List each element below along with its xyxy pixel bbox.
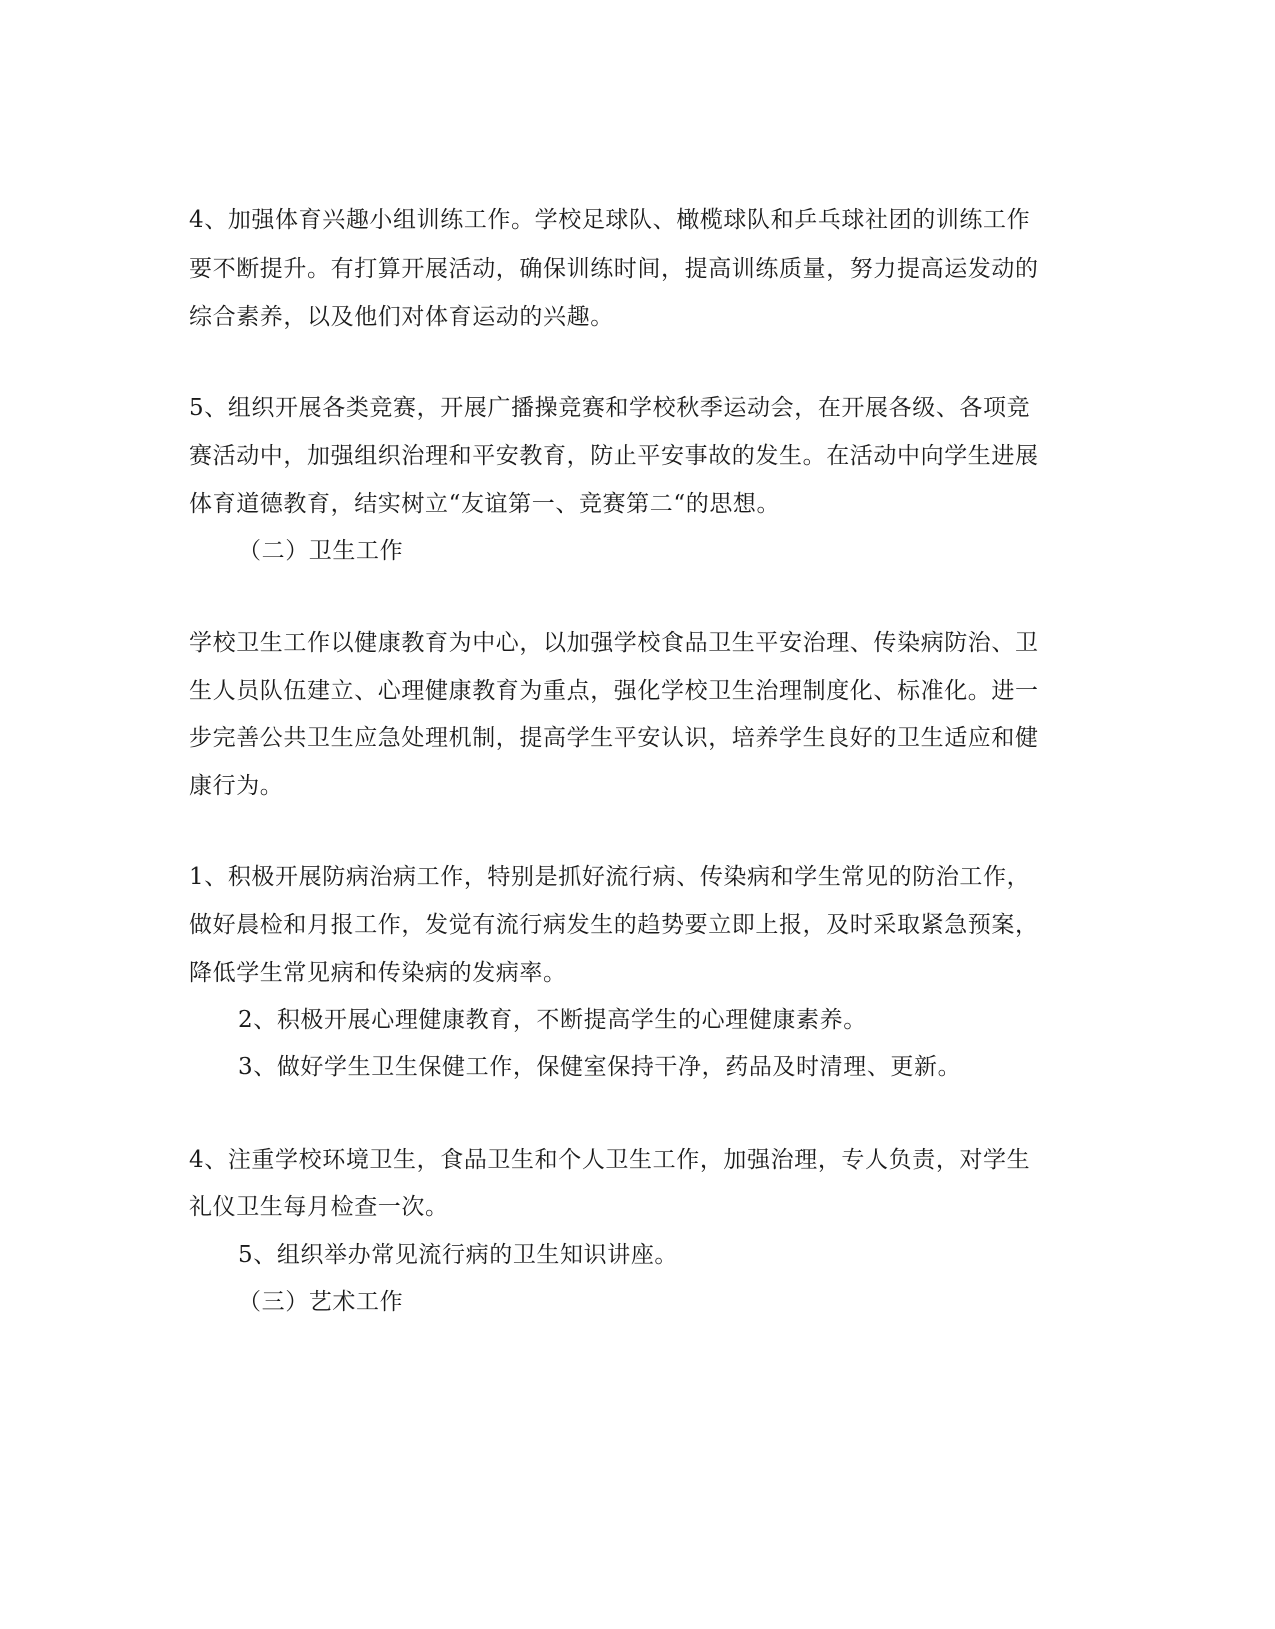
section-heading: （二）卫生工作 xyxy=(238,538,404,564)
text-line: 康行为。 xyxy=(189,773,284,799)
section-heading: （三）艺术工作 xyxy=(238,1289,404,1315)
text-line: 1、积极开展防病治病工作，特别是抓好流行病、传染病和学生常见的防治工作， xyxy=(189,864,1031,890)
text-line: 步完善公共卫生应急处理机制，提高学生平安认识，培养学生良好的卫生适应和健 xyxy=(189,725,1039,751)
text-line: 做好晨检和月报工作，发觉有流行病发生的趋势要立即上报，及时采取紧急预案， xyxy=(189,912,1039,938)
text-line: 赛活动中，加强组织治理和平安教育，防止平安事故的发生。在活动中向学生进展 xyxy=(189,443,1039,469)
text-line: 体育道德教育，结实树立“友谊第一、竞赛第二“的思想。 xyxy=(189,491,781,517)
text-line: 降低学生常见病和传染病的发病率。 xyxy=(189,960,567,986)
text-line: 综合素养，以及他们对体育运动的兴趣。 xyxy=(189,304,614,330)
text-line: 4、注重学校环境卫生，食品卫生和个人卫生工作，加强治理，专人负责，对学生 xyxy=(189,1147,1031,1173)
text-line: 生人员队伍建立、心理健康教育为重点，强化学校卫生治理制度化、标准化。进一 xyxy=(189,678,1039,704)
text-line: 5、组织开展各类竞赛，开展广播操竞赛和学校秋季运动会，在开展各级、各项竞 xyxy=(189,395,1031,421)
text-line: 5、组织举办常见流行病的卫生知识讲座。 xyxy=(238,1242,679,1268)
text-line: 3、做好学生卫生保健工作，保健室保持干净，药品及时清理、更新。 xyxy=(238,1054,962,1080)
text-line: 要不断提升。有打算开展活动，确保训练时间，提高训练质量，努力提高运发动的 xyxy=(189,256,1039,282)
text-line: 礼仪卫生每月检查一次。 xyxy=(189,1194,449,1220)
text-line: 4、加强体育兴趣小组训练工作。学校足球队、橄榄球队和乒乓球社团的训练工作 xyxy=(189,207,1031,233)
text-line: 2、积极开展心理健康教育，不断提高学生的心理健康素养。 xyxy=(238,1007,867,1033)
text-line: 学校卫生工作以健康教育为中心，以加强学校食品卫生平安治理、传染病防治、卫 xyxy=(189,630,1039,656)
